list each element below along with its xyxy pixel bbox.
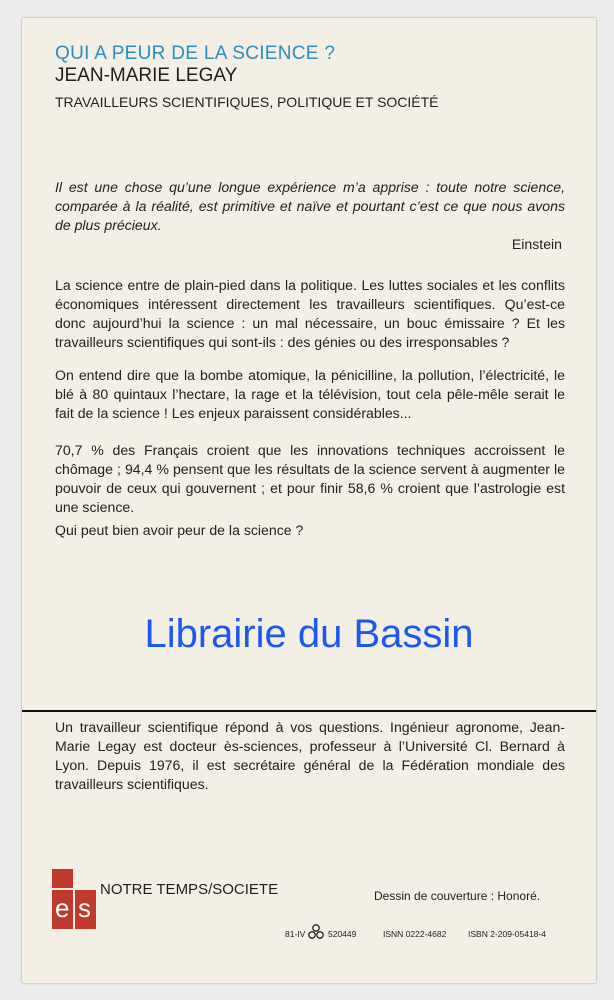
book-title: QUI A PEUR DE LA SCIENCE ? [55, 43, 336, 64]
logo-block-s [75, 890, 96, 929]
series-name: NOTRE TEMPS/SOCIETE [100, 881, 279, 898]
logo-letter-s: s [78, 893, 91, 923]
cover-credit: Dessin de couverture : Honoré. [374, 889, 541, 903]
logo-block-e [52, 890, 73, 929]
epigraph-quote: Il est une chose qu’une longue expérience m’a apprise : toute notre science, comparée à la réalité, est primitive et naïve et pourtant c’est ce que nous avons de plus précieux. [55, 179, 565, 233]
blurb-paragraph-3: 70,7 % des Français croient que les innovations techniques accroissent le chômage ; 94,4 % pensent que les résultats de la science servent à augmenter le pouvoir de ceux qui gouvernent ; et pour finir 58,6 % croient que l’astrologie est une science. [55, 442, 565, 515]
catalog-code: 81-IV [285, 929, 306, 939]
author-bio: Un travailleur scientifique répond à vos questions. Ingénieur agronome, Jean-Marie Legay est docteur ès-sciences, professeur à l’Université Cl. Bernard à Lyon. Depuis 1976, il est secrétaire général de la Fédération mondiale des travailleurs scientifiques. [55, 719, 565, 792]
epigraph-author: Einstein [511, 236, 562, 252]
blurb-paragraph-1: La science entre de plain-pied dans la politique. Les luttes sociales et les conflits économiques intéressent directement les travailleurs scientifiques. Qu’est-ce donc aujourd’hui la science : un mal nécessaire, un bouc émissaire ? Et les travailleurs scientifiques qui sont-ils : des génies ou des irresponsables ? [55, 277, 565, 350]
printer-mark-icon [307, 923, 325, 941]
blurb-paragraph-2: On entend dire que la bombe atomique, la pénicilline, la pollution, l’électricité, le blé à 80 quintaux l’hectare, la rage et la télévision, tout cela pêle-mêle serait le fait de la science ! Les enjeux paraissent considérables... [55, 367, 565, 421]
divider [22, 710, 596, 712]
issn: ISNN 0222-4682 [383, 929, 447, 939]
blurb-paragraph-4: Qui peut bien avoir peur de la science ? [55, 522, 304, 538]
publisher-logo [52, 869, 96, 929]
logo-block-top [52, 869, 73, 888]
isbn: ISBN 2-209-05418-4 [468, 929, 546, 939]
book-subtitle: TRAVAILLEURS SCIENTIFIQUES, POLITIQUE ET SOCIÉTÉ [55, 94, 439, 110]
catalog-number: 520449 [328, 929, 357, 939]
bookseller-watermark: Librairie du Bassin [144, 612, 474, 656]
logo-letter-e: e [55, 893, 70, 923]
book-back-cover [22, 18, 596, 983]
book-author: JEAN-MARIE LEGAY [55, 65, 238, 86]
